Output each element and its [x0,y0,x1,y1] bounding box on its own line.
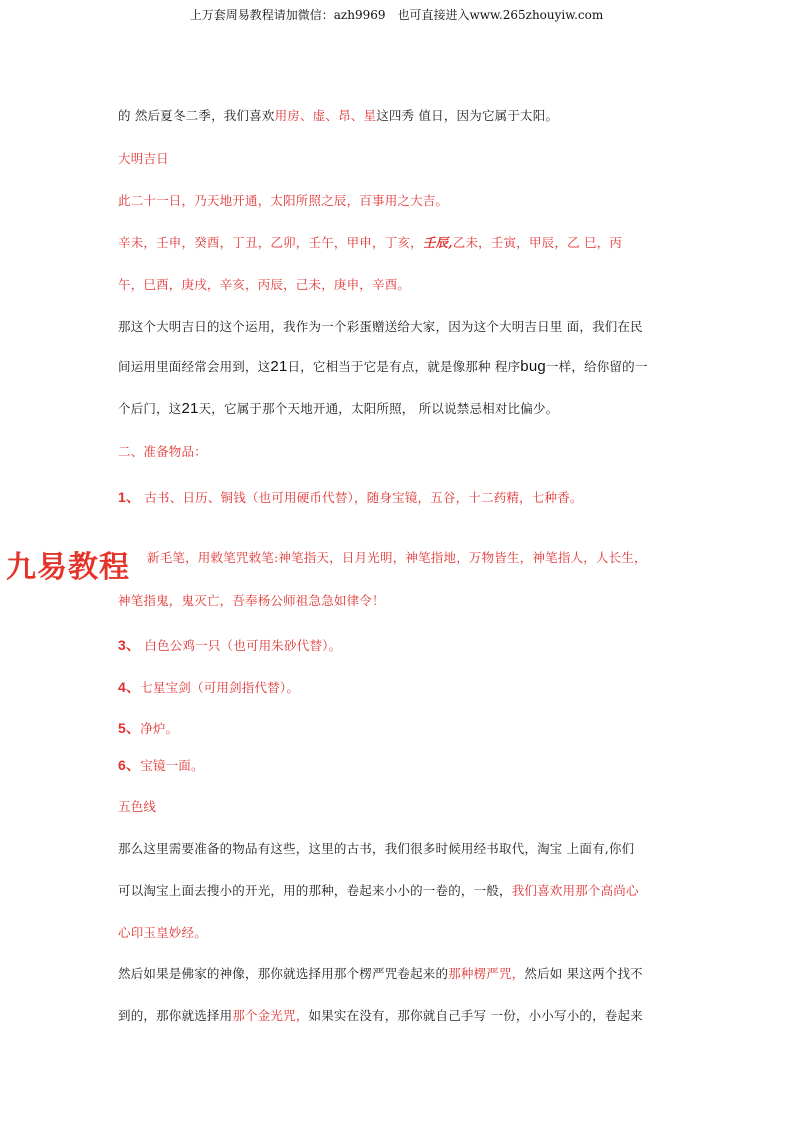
item-number: 5、 [118,720,141,736]
item-text: 净炉。 [140,721,179,736]
item-number: 4、 [118,679,141,695]
paragraph-books-line-2 [118,883,639,899]
paragraph-buddhist-line-1 [118,966,643,982]
paragraph-buddhist-line-2 [118,1008,643,1024]
text-segment: 如果实在没有，那你就自己手写 一份，小小写小的，卷起来 [308,1008,643,1023]
item-number: 6、 [118,757,141,773]
text-segment: 然后如 果这两个找不 [524,966,643,981]
highlight-scripture: 我们喜欢用那个高尚心 [511,883,639,898]
text-segment: 天，它属于那个天地开通，太阳所照， 所以说禁忌相对比偏少。 [198,401,559,416]
highlight-shurangama: 那种楞严咒， [448,966,525,981]
item-text: 宝镜一面。 [140,758,204,773]
item-4 [118,679,299,696]
item-1 [118,489,583,506]
text-segment: 然后如果是佛家的神像，那你就选择用那个楞严咒卷起来的 [118,966,449,981]
text-segment: 可以淘宝上面去搜小的开光，用的那种，卷起来小小的一卷的，一般， [118,883,512,898]
section-heading-five-color-thread: 五色线 [118,799,157,814]
highlight-renchen: 壬辰, [422,235,453,250]
text-segment: 到的，那你就选择用 [118,1008,233,1023]
paragraph-usage-line-2 [118,359,648,375]
paragraph-books-line-3: 心印玉皇妙经。 [118,925,207,940]
text-segment: 这四秀 值日，因为它属于太阳。 [376,108,559,123]
item-3 [118,637,341,654]
highlight-stars: 用房、虚、昂、星 [274,108,377,123]
text-segment: 乙未，壬寅，甲辰，乙 巳，丙 [452,235,623,250]
paragraph-usage-line-3 [118,401,558,417]
ganzhi-list-line-1 [118,235,622,251]
item-text: 七星宝剑（可用剑指代替）。 [140,680,300,695]
text-segment: 的 然后夏冬二季，我们喜欢 [118,108,275,123]
section-heading-daming: 大明吉日 [118,151,169,166]
item-2-line-1: 新毛笔，用敕笔咒敕笔:神笔指天，日月光明，神笔指地，万物皆生，神笔指人，人长生， [147,550,647,565]
text-segment: 辛未，壬申，癸酉，丁丑，乙卯，壬午，甲申，丁亥， [118,235,423,250]
watermark-logo: 九易教程 [6,550,130,585]
text-segment: 日，它相当于它是有点，就是像那种 程序 [287,359,521,374]
item-text: 白色公鸡一只（也可用朱砂代替）。 [140,638,342,653]
text-segment: 间运用里面经常会用到，这 [118,359,271,374]
item-2-line-2: 神笔指鬼，鬼灭亡，吾奉杨公师祖急急如律令！ [118,593,385,608]
paragraph-usage-line-1: 那这个大明吉日的这个运用，我作为一个彩蛋赠送给大家，因为这个大明吉日里 面，我们在民 [118,319,643,334]
item-text: 古书、日历、铜钱（也可用硬币代替），随身宝镜，五谷，十二药精，七种香。 [140,490,583,505]
word-bug: bug [520,358,546,375]
text-segment: 个后门，这 [118,401,182,416]
page-header: 上万套周易教程请加微信：azh9969 也可直接进入www.265zhouyiw.com [189,8,604,22]
item-number: 1、 [118,489,141,505]
item-6 [118,757,204,774]
ganzhi-list-line-2: 午，巳酉，庚戌，辛亥，丙辰，己未，庚申，辛酉。 [118,277,411,292]
section-heading-items: 二、准备物品： [118,444,207,459]
paragraph-21-days: 此二十一日，乃天地开通，太阳所照之辰，百事用之大吉。 [118,193,449,208]
text-segment: 一样，给你留的一 [545,359,648,374]
number-21: 21 [270,358,288,375]
item-number: 3、 [118,637,141,653]
number-21: 21 [181,400,199,417]
paragraph-summer-winter [118,108,558,124]
item-5 [118,720,178,737]
paragraph-books-line-1: 那么这里需要准备的物品有这些，这里的古书，我们很多时候用经书取代，淘宝 上面有,你们 [118,841,635,856]
highlight-golden-light: 那个金光咒， [232,1008,309,1023]
